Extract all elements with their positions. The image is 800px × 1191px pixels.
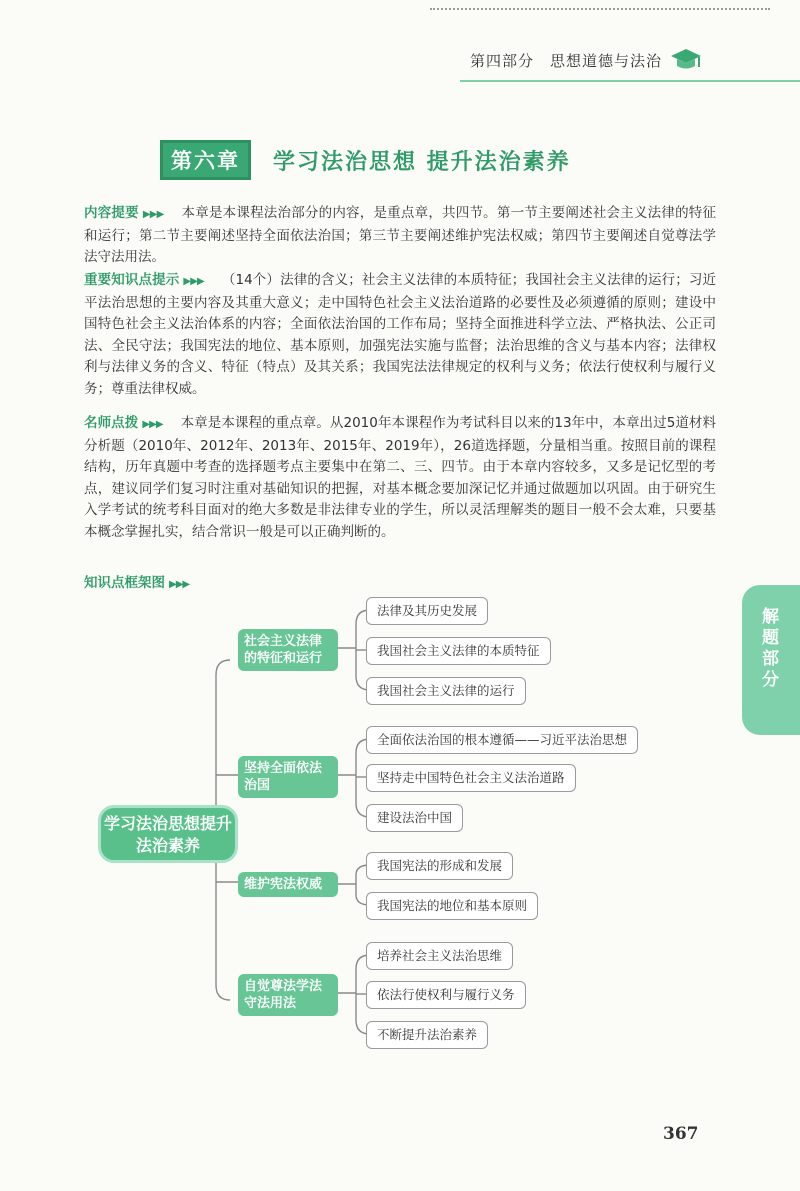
mindmap-leaf: 坚持走中国特色社会主义法治道路	[366, 764, 576, 792]
mindmap-leaf: 建设法治中国	[366, 804, 463, 832]
triple-arrow-icon: ▶▶▶	[169, 579, 190, 590]
chapter-badge: 第六章	[160, 140, 251, 180]
mindmap-branch: 坚持全面依法治国	[238, 756, 338, 798]
key-points-text: （14个）法律的含义；社会主义法律的本质特征；我国社会主义法律的运行；习近平法治思想的主要内容及其重大意义；走中国特色社会主义法治道路的必要性及必须遵循的原则；建设中国特色社会主义法治体系的内容；全面依法治国的工作布局；坚持全面推进科学立法、严格执法、公正司法、全民守法；我国宪法的地位、基本原则，加强宪法实施与监督；法治思维的含义与基本内容；法律权利与法律义务的含义、特征（特点）及其关系；我国宪法法律规定的权利与义务；依法行使权利与履行义务；尊重法律权威。	[84, 272, 717, 397]
triple-arrow-icon: ▶▶▶	[142, 419, 163, 430]
mindmap-leaf: 我国社会主义法律的本质特征	[366, 637, 551, 665]
mindmap-leaf: 依法行使权利与履行义务	[366, 981, 526, 1009]
teacher-tips-text: 本章是本课程的重点章。从2010年本课程作为考试科目以来的13年中，本章出过5道材料分析题（2010年、2012年、2013年、2015年、2019年），26道选择题，分量相当重。按照目前的课程结构，历年真题中考查的选择题考点主要集中在第二、三、四节。由于本章内容较多，又多是记忆型的考点，建议同学们复习时注重对基础知识的把握，对基本概念要加深记忆并通过做题加以巩固。由于研究生入学考试的统考科目面对的绝大多数是非法律专业的学生，所以灵活理解类的题目一般不会太难，只要基本概念掌握扎实，结合常识一般是可以正确判断的。	[84, 415, 717, 540]
mindmap-leaf: 我国宪法的形成和发展	[366, 852, 513, 880]
teacher-tips-label: 名师点拨	[84, 415, 139, 431]
running-header	[470, 46, 702, 74]
key-points-paragraph	[84, 270, 716, 401]
section-side-tab	[742, 585, 800, 735]
mindmap-root: 学习法治思想提升法治素养	[98, 805, 238, 863]
summary-label: 内容提要	[84, 205, 139, 221]
triple-arrow-icon: ▶▶▶	[142, 209, 164, 220]
mindmap-branch: 自觉尊法学法守法用法	[238, 974, 338, 1016]
header-decoration	[430, 8, 770, 18]
page-number: 367	[663, 1124, 699, 1144]
key-points-label: 重要知识点提示	[84, 272, 180, 288]
chapter-title: 学习法治思想 提升法治素养	[273, 149, 571, 175]
summary-paragraph	[84, 203, 716, 269]
header-rule	[460, 80, 800, 82]
summary-text: 本章是本课程法治部分的内容，是重点章，共四节。第一节主要阐述社会主义法律的特征和运行；第二节主要阐述坚持全面依法治国；第三节主要阐述维护宪法权威；第四节主要阐述自觉尊法学法守法用法。	[84, 205, 717, 266]
mindmap-leaf: 培养社会主义法治思维	[366, 942, 513, 970]
framework-label: 知识点框架图	[84, 575, 165, 591]
mindmap-leaf: 全面依法治国的根本遵循——习近平法治思想	[366, 726, 638, 754]
teacher-tips-paragraph	[84, 413, 716, 544]
graduation-cap-icon	[670, 46, 702, 74]
mindmap-leaf: 法律及其历史发展	[366, 597, 488, 625]
mindmap-leaf: 不断提升法治素养	[366, 1021, 488, 1049]
side-tab-label: 解题部分	[758, 607, 778, 691]
section-title: 第四部分 思想道德与法治	[470, 51, 663, 70]
mindmap-branch: 社会主义法律的特征和运行	[238, 629, 338, 671]
triple-arrow-icon: ▶▶▶	[183, 276, 204, 287]
framework-heading	[84, 573, 716, 596]
chapter-heading	[160, 140, 571, 180]
mindmap-leaf: 我国社会主义法律的运行	[366, 677, 526, 705]
mindmap-branch: 维护宪法权威	[238, 872, 338, 897]
mindmap-leaf: 我国宪法的地位和基本原则	[366, 892, 538, 920]
